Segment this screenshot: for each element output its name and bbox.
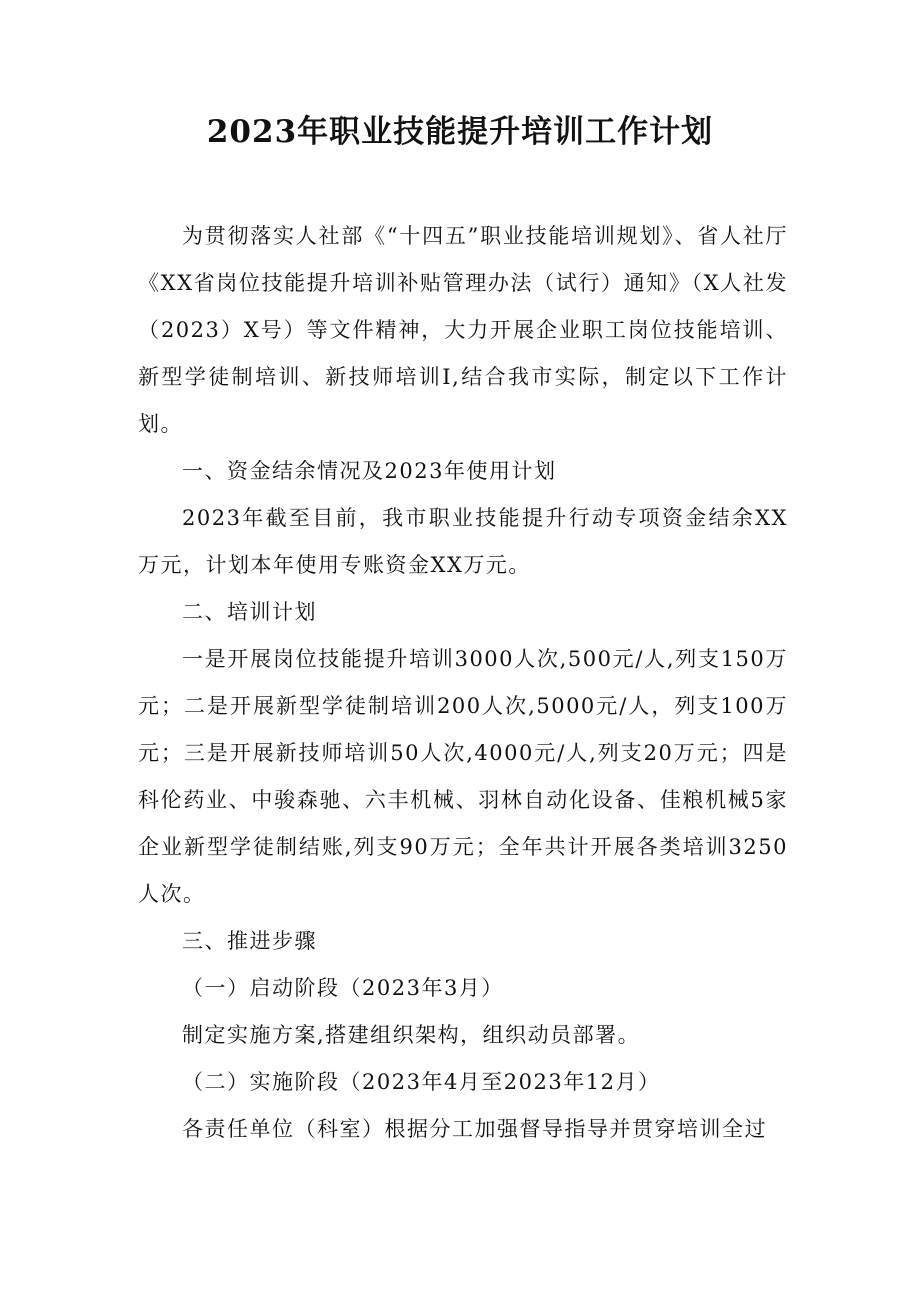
section-heading-funds: 一、资金结余情况及2023年使用计划 xyxy=(182,459,557,483)
training-paragraph: 一是开展岗位技能提升培训3000人次,500元/人,列支150万元；二是开展新型学徒制培训200人次,5000元/人，列支100万元；三是开展新技师培训50人次,4000元/人,列支20万元；四是科伦药业、中骏森驰、六丰机械、羽林自动化设备、佳粮机械5家企业新型学徒制结账,列支90万元；全年共计开展各类培训3250人次。 xyxy=(138,647,788,906)
section-heading-steps: 三、推进步骤 xyxy=(182,929,317,953)
funds-paragraph: 2023年截至目前，我市职业技能提升行动专项资金结余XX万元，计划本年使用专账资金XX万元。 xyxy=(138,506,788,577)
document-body xyxy=(138,213,788,1153)
subheading-launch-phase: （一）启动阶段（2023年3月） xyxy=(182,976,504,1000)
section-heading-training: 二、培训计划 xyxy=(182,600,317,624)
subheading-implementation-phase: （二）实施阶段（2023年4月至2023年12月） xyxy=(182,1070,661,1094)
launch-phase-paragraph: 制定实施方案,搭建组织架构，组织动员部署。 xyxy=(182,1023,641,1047)
implementation-phase-paragraph: 各责任单位（科室）根据分工加强督导指导并贯穿培训全过 xyxy=(182,1117,767,1141)
document-title: 2023年职业技能提升培训工作计划 xyxy=(206,114,714,150)
intro-paragraph: 为贯彻落实人社部《“十四五”职业技能培训规划》、省人社厅《XX省岗位技能提升培训补贴管理办法（试行）通知》（X人社发（2023）X号）等文件精神，大力开展企业职工岗位技能培训、新型学徒制培训、新技师培训I,结合我市实际，制定以下工作计划。 xyxy=(138,224,788,436)
